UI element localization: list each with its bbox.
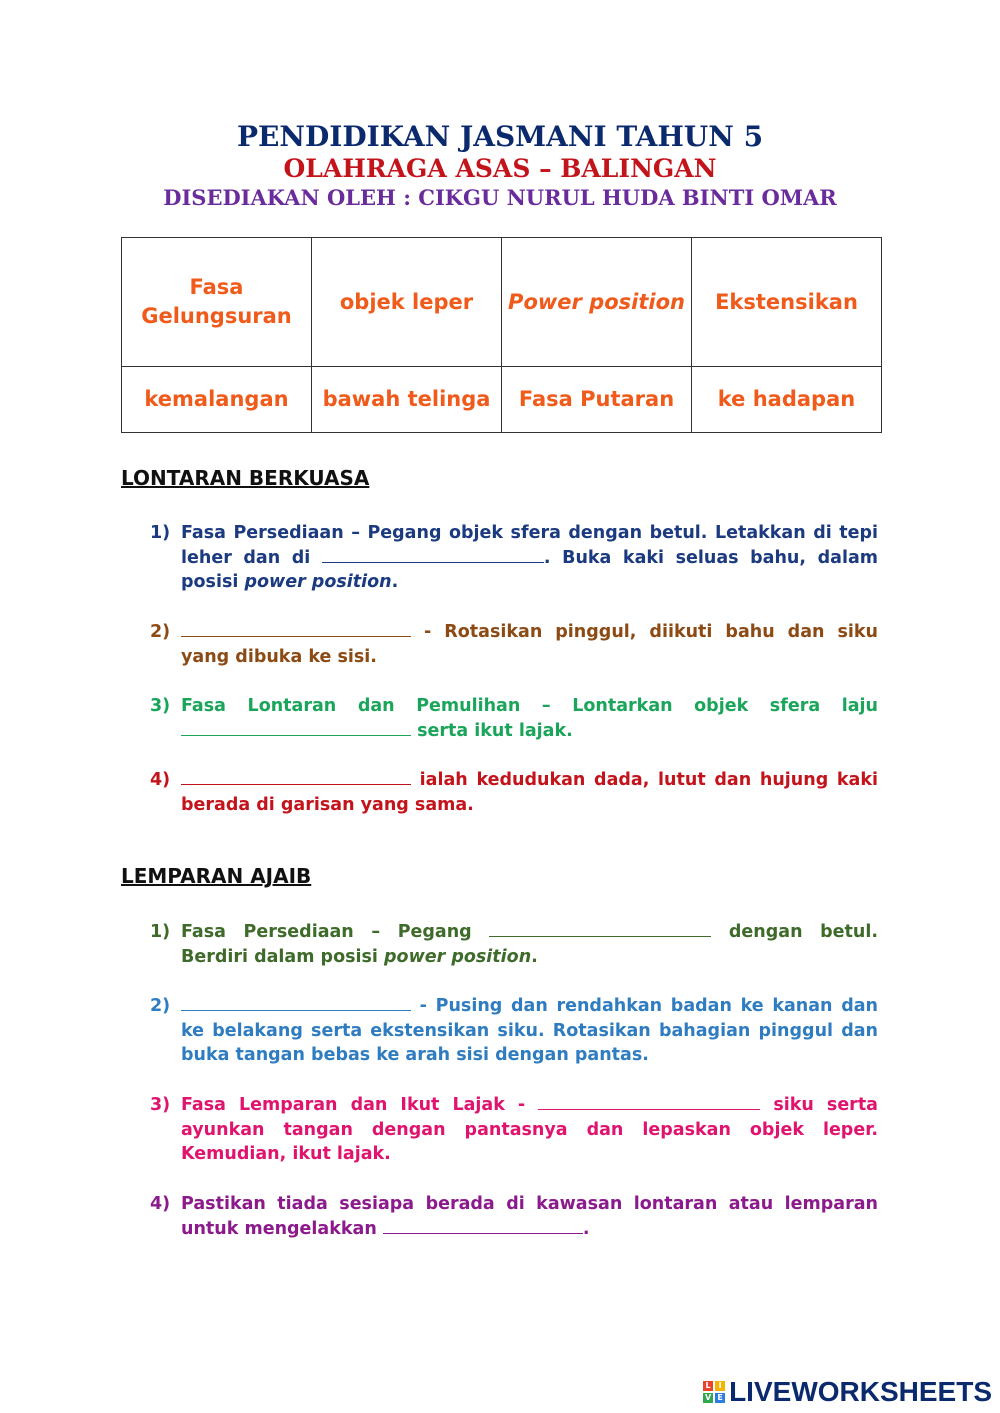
word-bank-cell[interactable]: Power position xyxy=(502,238,692,367)
list-item xyxy=(150,768,878,817)
section-heading-lemparan: LEMPARAN AJAIB xyxy=(121,864,312,888)
item-number: 4) xyxy=(150,770,171,790)
list-item xyxy=(150,521,878,595)
item-number: 1) xyxy=(150,523,171,543)
liveworksheets-logo xyxy=(703,1376,992,1408)
item-text: Fasa Persediaan – Pegang dengan betul. Berdiri dalam posisi power position. xyxy=(181,922,879,967)
answer-blank[interactable] xyxy=(181,994,411,1011)
item-text: Fasa Lemparan dan Ikut Lajak - siku serta ayunkan tangan dengan pantasnya dan lepaskan objek leper. Kemudian, ikut lajak. xyxy=(181,1095,878,1164)
author-line: DISEDIAKAN OLEH : CIKGU NURUL HUDA BINTI OMAR xyxy=(163,185,837,210)
answer-blank[interactable] xyxy=(489,920,711,937)
logo-icon: L I V E xyxy=(703,1381,725,1403)
word-bank-row xyxy=(122,238,882,367)
word-bank-table xyxy=(121,237,882,433)
page-subtitle: OLAHRAGA ASAS – BALINGAN xyxy=(283,154,717,183)
answer-blank[interactable] xyxy=(181,620,411,637)
page-title: PENDIDIKAN JASMANI TAHUN 5 xyxy=(236,120,764,153)
item-number: 3) xyxy=(150,1095,171,1115)
list-item xyxy=(150,694,878,743)
item-text: ialah kedudukan dada, lutut dan hujung kaki berada di garisan yang sama. xyxy=(181,770,878,815)
item-text: - Pusing dan rendahkan badan ke kanan dan ke belakang serta ekstensikan siku. Rotasikan bahagian pinggul dan buka tangan bebas ke arah sisi dengan pantas. xyxy=(181,996,878,1065)
item-text: Pastikan tiada sesiapa berada di kawasan lontaran atau lemparan untuk mengelakkan . xyxy=(181,1194,878,1239)
answer-blank[interactable] xyxy=(538,1093,760,1110)
answer-blank[interactable] xyxy=(181,719,411,736)
item-number: 2) xyxy=(150,622,171,642)
list-item xyxy=(150,620,878,669)
list-item xyxy=(150,1192,878,1241)
list-item xyxy=(150,920,878,969)
item-text: Fasa Persediaan – Pegang objek sfera dengan betul. Letakkan di tepi leher dan di . Buka kaki seluas bahu, dalam posisi power position. xyxy=(181,523,878,592)
word-bank-cell[interactable]: Fasa Gelungsuran xyxy=(122,238,312,367)
section-heading-lontaran: LONTARAN BERKUASA xyxy=(121,466,370,490)
item-number: 4) xyxy=(150,1194,171,1214)
logo-text: LIVEWORKSHEETS xyxy=(729,1376,992,1407)
word-bank-cell[interactable]: Fasa Putaran xyxy=(502,367,692,433)
item-number: 3) xyxy=(150,696,171,716)
word-bank-cell[interactable]: objek leper xyxy=(312,238,502,367)
answer-blank[interactable] xyxy=(322,546,544,563)
answer-blank[interactable] xyxy=(383,1217,583,1234)
word-bank-cell[interactable]: kemalangan xyxy=(122,367,312,433)
answer-blank[interactable] xyxy=(181,768,411,785)
item-number: 1) xyxy=(150,922,171,942)
item-text: - Rotasikan pinggul, diikuti bahu dan siku yang dibuka ke sisi. xyxy=(181,622,878,667)
word-bank-cell[interactable]: bawah telinga xyxy=(312,367,502,433)
list-item xyxy=(150,994,878,1068)
word-bank-cell[interactable]: ke hadapan xyxy=(692,367,882,433)
item-number: 2) xyxy=(150,996,171,1016)
list-item xyxy=(150,1093,878,1167)
word-bank-row xyxy=(122,367,882,433)
item-text: Fasa Lontaran dan Pemulihan – Lontarkan objek sfera laju serta ikut lajak. xyxy=(181,696,878,741)
word-bank-cell[interactable]: Ekstensikan xyxy=(692,238,882,367)
